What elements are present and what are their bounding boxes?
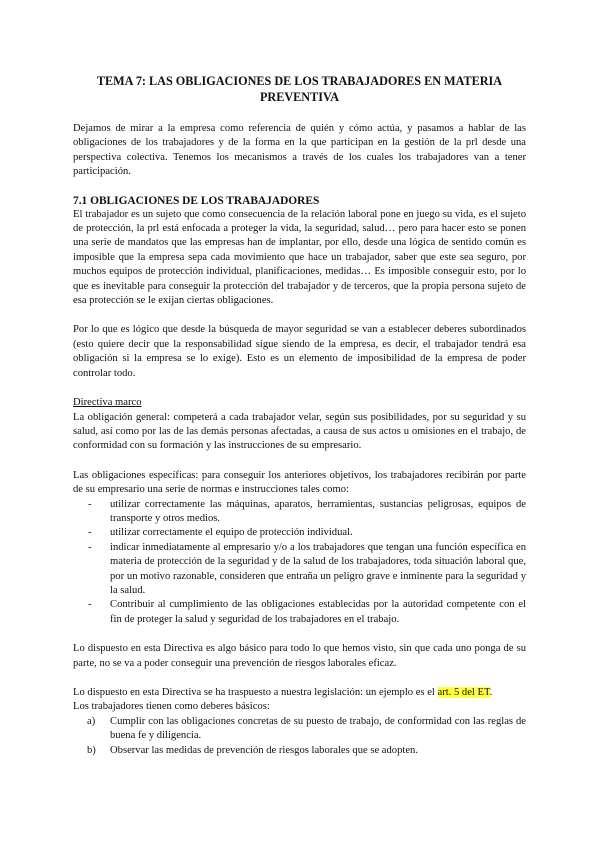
list-item (73, 598, 526, 627)
paragraph-6 (73, 686, 526, 700)
list-letter: b) (87, 744, 96, 756)
list-item (73, 526, 526, 540)
list-dash: - (88, 527, 92, 539)
list-item (73, 541, 526, 599)
paragraph-1: El trabajador es un sujeto que como consecuencia de la relación laboral pone en juego su vida, es el sujeto de protección, la prl está enfocada a proteger la vida, la seguridad, salud… pero para hacer esto se ponen una serie de mandatos que las empresas han de implantar, por ello, desde una lógica de sentido común es imposible que la empresa sepa cada movimiento que hace un trabajador, saber que este sea seguro, por muchos equipos de protección individual, planificaciones, medidas… Es imposible conseguir esto, por lo que es inevitable para conseguir la protección del trabajador y de terceros, que la propia persona sujeto de esa protección se le exijan ciertas obligaciones. (73, 208, 526, 307)
paragraph-5: Lo dispuesto en esta Directiva es algo básico para todo lo que hemos visto, sin que cada uno ponga de su parte, no se va a poder conseguir una prevención de riesgos laborales eficaz. (73, 643, 526, 669)
list-item-text: utilizar correctamente el equipo de protección individual. (110, 527, 353, 539)
document-page (73, 74, 526, 758)
list-item (73, 498, 526, 527)
paragraph-4: Las obligaciones específicas: para conseguir los anteriores objetivos, los trabajadores recibirán por parte de su empresario una serie de normas e instrucciones tales como: (73, 469, 526, 496)
list-item (73, 715, 526, 744)
list-dash: - (88, 498, 92, 510)
list-letter: a) (87, 715, 96, 727)
section-heading: 7.1 OBLIGACIONES DE LOS TRABAJADORES (73, 194, 320, 207)
paragraph-3: La obligación general: competerá a cada trabajador velar, según sus posibilidades, por su seguridad y su salud, así como por las de las demás personas afectadas, a causa de sus actos u omisiones en el trabajo, de conformidad con su formación y las instrucciones de su empresario. (73, 411, 526, 452)
paragraph-6-text: Lo dispuesto en esta Directiva se ha traspuesto a nuestra legislación: un ejemplo es el (73, 687, 438, 698)
paragraph-7: Los trabajadores tienen como deberes básicos: (73, 701, 270, 713)
list-item-text: Contribuir al cumplimiento de las obligaciones establecidas por la autoridad competente con el fin de proteger la salud y seguridad de los trabajadores en el trabajo. (110, 599, 526, 625)
paragraph-6-end: . (489, 687, 493, 698)
list-item-text: indicar inmediatamente al empresario y/o a los trabajadores que tengan una función específica en materia de protección de la seguridad y de la salud de los trabajadores, toda situación laboral que, por un motivo razonable, consideren que entraña un peligro grave e inminente para la seguridad y la salud. (110, 541, 526, 596)
sub-heading: Directiva marco (73, 397, 142, 409)
list-dash: - (88, 541, 92, 553)
highlighted-reference: art. 5 del ET (437, 687, 490, 698)
list-item (73, 744, 526, 758)
list-item-text: utilizar correctamente las máquinas, aparatos, herramientas, sustancias peligrosas, equipos de transporte y otros medios. (110, 498, 526, 524)
list-item-text: Cumplir con las obligaciones concretas de su puesto de trabajo, de conformidad con las reglas de buena fe y diligencia. (110, 715, 526, 742)
document-title: TEMA 7: LAS OBLIGACIONES DE LOS TRABAJADORES EN MATERIA PREVENTIVA (96, 74, 503, 104)
list-item-text: Observar las medidas de prevención de riesgos laborales que se adopten. (110, 744, 418, 756)
duties-list (73, 715, 526, 758)
list-dash: - (88, 599, 92, 611)
paragraph-2: Por lo que es lógico que desde la búsqueda de mayor seguridad se van a establecer deberes subordinados (esto quiere decir que la responsabilidad sigue siendo de la empresa, es decir, el trabajador tendrá esa obligación si la empresa se lo exige). Esto es un elemento de imposibilidad de la empresa de poder controlar todo. (73, 324, 526, 379)
obligations-list (73, 498, 526, 628)
intro-paragraph: Dejamos de mirar a la empresa como referencia de quién y cómo actúa, y pasamos a hablar de las obligaciones de los trabajadores y de la forma en la que participan en la gestión de la prl desde una perspectiva colectiva. Tenemos los mecanismos a través de los cuales los trabajadores van a tener participación. (73, 123, 526, 178)
